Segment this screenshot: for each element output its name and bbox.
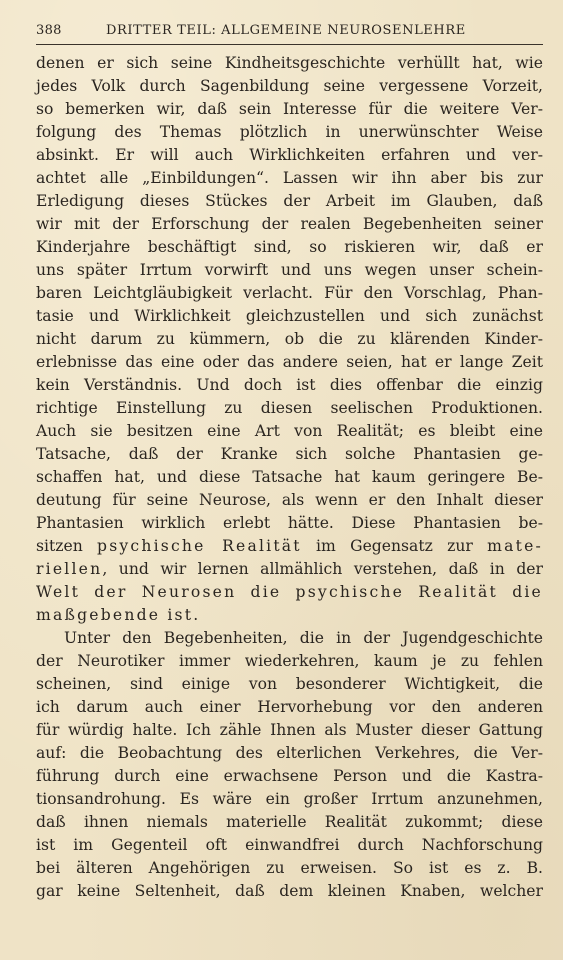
text-line: denen er sich seine Kindheitsgeschichte verhüllt hat, wie <box>36 54 543 72</box>
text-segment: sitzen <box>36 537 98 555</box>
text-line: nicht darum zu kümmern, ob die zu klärenden Kinder- <box>36 330 543 348</box>
text-line: Tatsache, daß der Kranke sich solche Phantasien ge- <box>36 445 543 463</box>
running-head: DRITTER TEIL: ALLGEMEINE NEUROSENLEHRE <box>106 23 466 38</box>
page-number: 388 <box>36 23 62 38</box>
text-line: richtige Einstellung zu diesen seelischen Produktionen. <box>36 399 543 417</box>
text-line: Auch sie besitzen eine Art von Realität; es bleibt eine <box>36 422 543 440</box>
text-segment: , und wir lernen allmählich verstehen, daß in der <box>102 560 543 578</box>
text-line: Phantasien wirklich erlebt hätte. Diese Phantasien be- <box>36 514 543 532</box>
spaced-emphasis: mate- <box>487 537 543 555</box>
paragraph-first-line: Unter den Begebenheiten, die in der Jugendgeschichte <box>64 629 543 647</box>
body-text <box>36 52 543 903</box>
spaced-emphasis: psychische Realität <box>97 537 302 555</box>
spaced-emphasis: riellen <box>36 560 103 578</box>
text-segment: . <box>193 606 199 624</box>
text-line: der Neurotiker immer wiederkehren, kaum je zu fehlen <box>36 652 543 670</box>
text-line: auf: die Beobachtung des elterlichen Verkehres, die Ver- <box>36 744 543 762</box>
page-header <box>36 18 543 45</box>
text-line: schaffen hat, und diese Tatsache hat kaum geringere Be- <box>36 468 543 486</box>
text-segment: im Gegensatz zur <box>301 537 488 555</box>
text-line: jedes Volk durch Sagenbildung seine vergessene Vorzeit, <box>36 77 543 95</box>
text-line: erlebnisse das eine oder das andere seien, hat er lange Zeit <box>36 353 543 371</box>
text-line: für würdig halte. Ich zähle Ihnen als Muster dieser Gattung <box>36 721 543 739</box>
text-line-spaced <box>36 581 543 604</box>
spaced-emphasis: Welt der Neurosen die psychische Realität die <box>36 583 543 601</box>
text-line: Erledigung dieses Stückes der Arbeit im Glauben, daß <box>36 192 543 210</box>
text-line: scheinen, sind einige von besonderer Wichtigkeit, die <box>36 675 543 693</box>
text-line: absinkt. Er will auch Wirklichkeiten erfahren und ver- <box>36 146 543 164</box>
text-line: ich darum auch einer Hervorhebung vor den anderen <box>36 698 543 716</box>
text-line: bei älteren Angehörigen zu erweisen. So ist es z. B. <box>36 859 543 877</box>
text-line: führung durch eine erwachsene Person und die Kastra- <box>36 767 543 785</box>
text-line: tionsandrohung. Es wäre ein großer Irrtum anzunehmen, <box>36 790 543 808</box>
text-line: uns später Irrtum vorwirft und uns wegen unser schein- <box>36 261 543 279</box>
text-line: deutung für seine Neurose, als wenn er den Inhalt dieser <box>36 491 543 509</box>
text-line-spaced <box>36 535 543 558</box>
spaced-emphasis: maßgebende ist <box>36 606 194 624</box>
text-line: ist im Gegenteil oft einwandfrei durch Nachforschung <box>36 836 543 854</box>
text-line: tasie und Wirklichkeit gleichzustellen und sich zunächst <box>36 307 543 325</box>
text-line: Kinderjahre beschäftigt sind, so riskieren wir, daß er <box>36 238 543 256</box>
text-line-spaced <box>36 604 543 627</box>
text-line: daß ihnen niemals materielle Realität zukommt; diese <box>36 813 543 831</box>
text-line-spaced <box>36 558 543 581</box>
text-line: so bemerken wir, daß sein Interesse für die weitere Ver- <box>36 100 543 118</box>
text-line: folgung des Themas plötzlich in unerwünschter Weise <box>36 123 543 141</box>
text-line: gar keine Seltenheit, daß dem kleinen Knaben, welcher <box>36 882 543 900</box>
text-line: kein Verständnis. Und doch ist dies offenbar die einzig <box>36 376 543 394</box>
text-line: baren Leichtgläubigkeit verlacht. Für den Vorschlag, Phan- <box>36 284 543 302</box>
text-line: achtet alle „Einbildungen“. Lassen wir ihn aber bis zur <box>36 169 543 187</box>
text-line: wir mit der Erforschung der realen Begebenheiten seiner <box>36 215 543 233</box>
